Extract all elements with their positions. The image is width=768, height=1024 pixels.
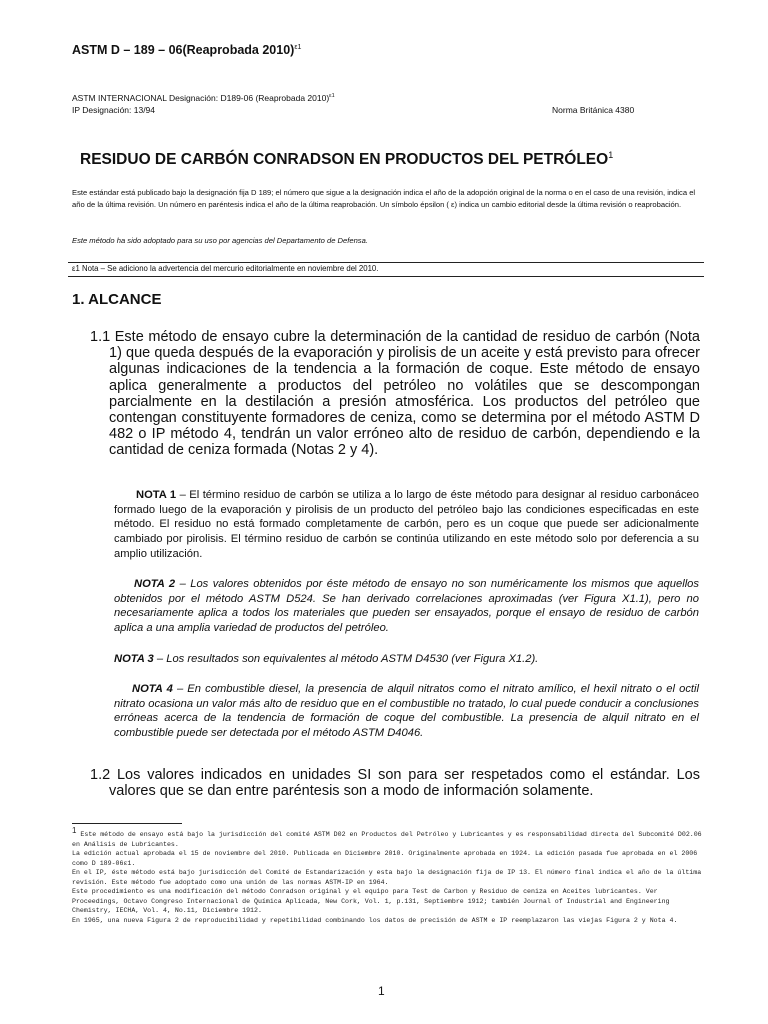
british-standard: Norma Británica 4380 — [552, 105, 635, 115]
document-header-title — [72, 43, 301, 57]
header-title-text: ASTM D – 189 – 06(Reaprobada 2010) — [72, 43, 295, 57]
document-title-text: RESIDUO DE CARBÓN CONRADSON EN PRODUCTOS DEL PETRÓLEO — [80, 151, 609, 169]
section-heading: 1. ALCANCE — [72, 291, 162, 308]
footnote-1-text: Este método de ensayo está bajo la jurisdicción del comité ASTM D02 en Productos del Petróleo y Lubricantes y es responsabilidad directa del Subcomité D02.06 en Análisis de Lubricantes. — [72, 831, 702, 848]
note-2-text: – Los valores obtenidos por éste método de ensayo no son numéricamente los mismos que aquellos obtenidos por el método ASTM D524. Se han derivado correlaciones aproximadas (ver Figura X1.1), pero no necesariamente aplica a todos los materiales que pueden ser ensayados, porque el ensayo de residuo de carbón aplica a una amplia variedad de productos del petróleo. — [114, 578, 699, 635]
footnote-4: Este procedimiento es una modificación del método Conradson original y el equipo para Test de Carbon y Residuo de ceniza en Aceites lubricantes. Ver Proceedings, Octavo Congreso Internacional de Química Aplicada, New Cork, Vol. 1, p.131, Septiembre 1912; también Journal of Industrial and Engineering Chemistry, IECHA, Vol. 4, No.11, Diciembre 1912. — [72, 888, 670, 915]
designation-line — [72, 93, 335, 103]
defense-adoption-note: Este método ha sido adoptado para su uso por agencias del Departamento de Defensa. — [72, 236, 368, 245]
paragraph-1-1 — [90, 329, 700, 459]
ip-designation: IP Designación: 13/94 — [72, 105, 156, 115]
page-number: 1 — [378, 984, 385, 998]
note-3 — [114, 652, 699, 667]
document-title — [80, 150, 700, 169]
footnote-2: La edición actual aprobada el 15 de noviembre del 2010. Publicada en Diciembre 2010. Originalmente aprobada en 1924. La edición pasada fue aprobada en el 2006 como D 189-06ε1. — [72, 850, 698, 867]
paragraph-1-1-text: 1.1 Este método de ensayo cubre la determinación de la cantidad de residuo de carbón (Nota 1) que queda después de la evaporación y pirolisis de un aceite y está previsto para ofrecer algunas indicaciones de la tendencia a la formación de coque. Este método de ensayo aplica generalmente a productos del petróleo no volátiles que se descompongan parcialmente en la destilación a presión atmosférica. Los productos del petróleo que contengan constituyente formadores de ceniza, como se determina por el método ASTM D 482 o IP método 4, tendrán un valor erróneo alto de residuo de carbón, dependiendo e la cantidad de ceniza formada (Notas 2 y 4). — [90, 329, 700, 459]
note-1 — [114, 488, 699, 562]
paragraph-1-2-text: 1.2 Los valores indicados en unidades SI son para ser respetados como el estándar. Los valores que se dan entre paréntesis son a modo de información solamente. — [90, 767, 700, 800]
note-4-text: – En combustible diesel, la presencia de alquil nitratos como el nitrato amílico, el hexil nitrato o el octil nitrato ocasiona un valor más alto de residuo que en el combustible no tratado, lo cual puede conducir a conclusiones erróneas acerca de la tendencia de formación de coque del combustible. La presencia de alquil nitrato en el combustible puede ser detectada por el método ASTM D4046. — [114, 683, 700, 740]
epsilon-note: ε1 Nota – Se adiciono la advertencia del mercurio editorialmente en noviembre del 2010. — [72, 264, 379, 273]
standard-designation-note: Este estándar está publicado bajo la designación fija D 189; el número que sigue a la designación indica el año de la adopción original de la norma o en el caso de una revisión, indica el año de la última revisión. Un número en paréntesis indica el año de la última reaprobación. Un símbolo épsilon ( ε) indica un cambio editorial desde la última revisión o reaprobación. — [72, 188, 696, 209]
note-3-text: – Los resultados son equivalentes al método ASTM D4530 (ver Figura X1.2). — [153, 653, 539, 665]
footnote-5: En 1965, una nueva Figura 2 de reproducibilidad y repetibilidad combinando los datos de precisión de ASTM e IP reemplazaron las viejas Figura 2 y Nota 4. — [72, 916, 678, 924]
footnote-3: En el IP, éste método está bajo jurisdicción del Comité de Estandarización y esta bajo la designación fija de IP 13. El número final indica el año de la última revisión. Este método fue adoptado como una unión de las normas ASTM-IP en 1964. — [72, 869, 702, 886]
header-title-superscript: ε1 — [294, 43, 302, 51]
footnotes — [72, 826, 704, 925]
footnote-marker: 1 — [72, 826, 77, 835]
designation-text: ASTM INTERNACIONAL Designación: D189-06 (Reaprobada 2010) — [72, 93, 330, 103]
paragraph-1-2 — [90, 767, 700, 799]
note-2 — [114, 577, 699, 636]
footnote-1 — [72, 826, 704, 849]
note-4 — [114, 682, 699, 741]
note-1-label: NOTA 1 — [136, 489, 177, 501]
note-4-label: NOTA 4 — [132, 683, 173, 695]
divider-bottom — [68, 276, 704, 277]
note-2-label: NOTA 2 — [134, 578, 176, 590]
document-title-footnote-marker: 1 — [608, 150, 614, 160]
note-3-label: NOTA 3 — [114, 653, 154, 665]
divider-top — [68, 262, 704, 263]
footnote-separator — [72, 823, 182, 824]
designation-superscript: ε1 — [329, 93, 335, 100]
note-1-text: – El término residuo de carbón se utiliza a lo largo de éste método para designar al residuo carbonáceo formado luego de la evaporación y pirolisis de un producto del petróleo bajo las condiciones especificadas en este método. El residuo no está formado completamente de carbón, pero es un coque que puede ser adicionalmente cambiado por pirolisis. El término residuo de carbón se continúa utilizando en este método solo por deferencia a su amplio utilización. — [114, 489, 699, 560]
